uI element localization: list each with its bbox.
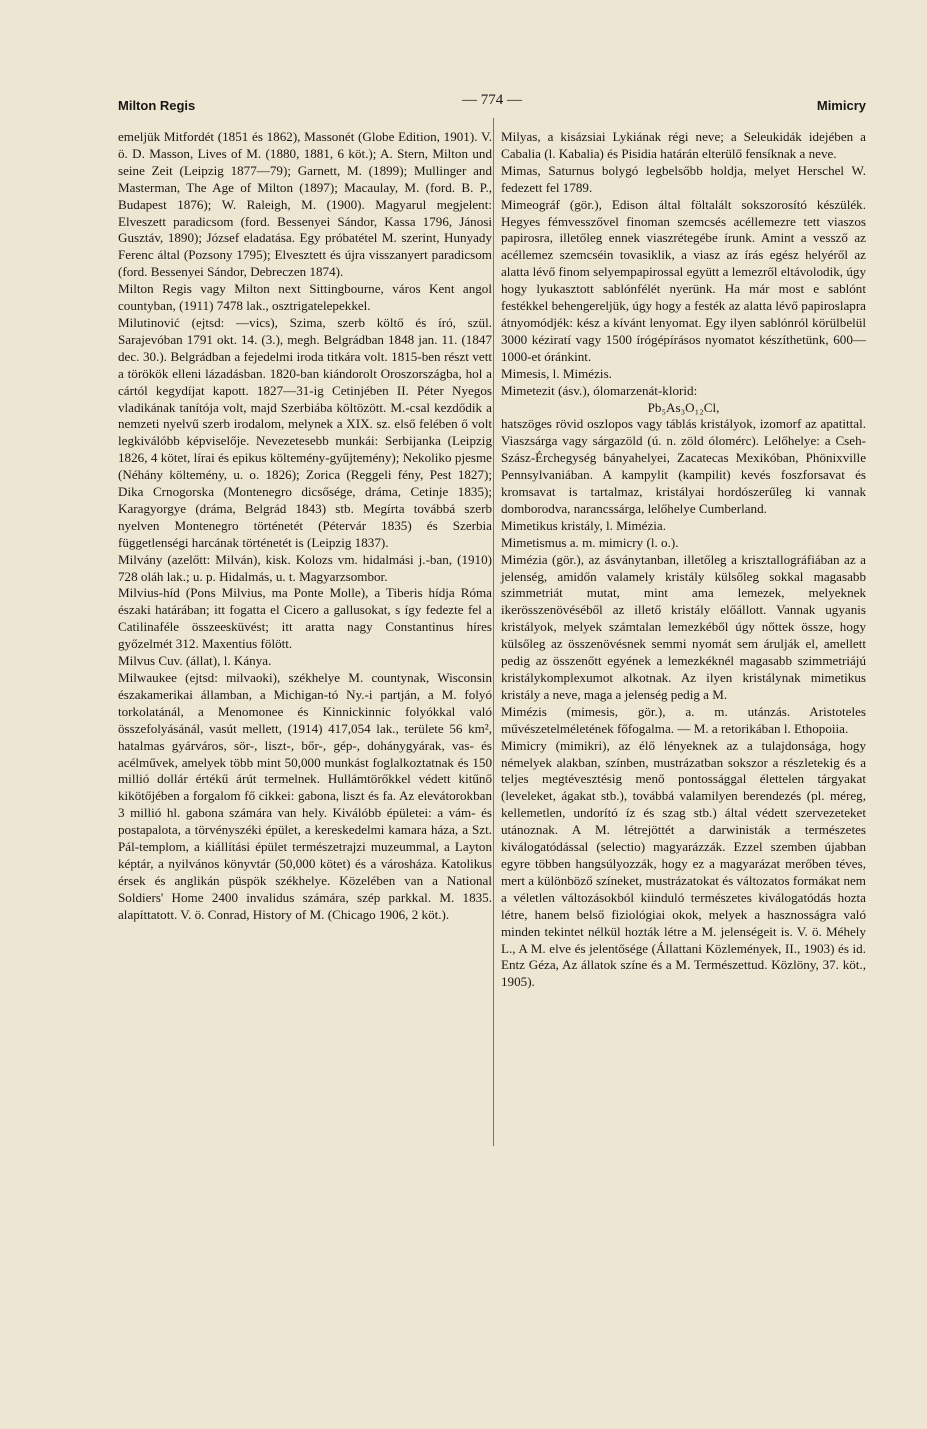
left-column	[118, 129, 492, 924]
entry-milvany: Milvány (azelőtt: Milván), kisk. Kolozs vm. hidalmási j.-ban, (1910) 728 oláh lak.; u. p. Hidalmás, u. t. Magyarzsombor.	[118, 551, 492, 584]
entry-mimeograf: Mimeográf (gör.), Edison által föltalált sokszorosító készülék. Hegyes fémvesszővel finoman szemcsés acéllemezre tett viaszos papirosra, illetőleg ennek viaszrétegébe írunk. Amint a vessző az acéllemez szemcséin tovasiklik, a viasz az írás egész helyéről az alatta lévő finom selyempapirossal együtt a lemezről eltávolodik, úgy hogy lyukasztott sablónfélét nyerünk. Ha már most e sablónt festékkel behengereljük, úgy hogy a festék az alatta lévő papiroslapra átnyomódjék: kész a kívánt lenyomat. Egy ilyen sablónról körülbelül 3000 kéziratí vagy 1500 írógépírásos nyomatot készíthetünk, 600—1000-et óránkint.	[501, 196, 866, 364]
entry-milutinovic: Milutinović (ejtsd: —vics), Szima, szerb költő és író, szül. Sarajevóban 1791 okt. 14. (3.), megh. Belgrádban 1848 jan. 11. (1847 dec. 30.). Belgrádban a fejedelmi iroda titkára volt. 1815-ben részt vett a törökök elleni lázadásban. 1820-ban kiándorolt Oroszországba, hol a cártól kegydíjat kapott. 1827—31-ig Cetinjében II. Péter Nyegos vladikának tanítója volt, majd Szerbiába költözött. M.-csal kezdődik a nemzeti nyelvű szerb irodalom, melynek a XIX. sz. első felében ő volt legkiválóbb képviselője. Nevezetesebb munkái: Serbijanka (Leipzig 1826, 4 kötet, lírai és epikus költemény-gyűjtemény); Nekoliko pjesme (Néhány költemény, u. o. 1826); Zorica (Reggeli fény, Pest 1827); Dika Crnogorska (Montenegro dicsősége, dráma, Cetinje 1835); Karagyorgye (dráma, Belgrád 1843) stb. Megírta továbbá szerb nyelven Montenegro történetét (Pétervár 1835) és Szerbia függetlenségi harcának történetét is (Leipzig 1837).	[118, 314, 492, 550]
entry-mimezis: Mimézis (mimesis, gör.), a. m. utánzás. Aristoteles művészetelméletének főfogalma. — M. a retorikában l. Ethopoiia.	[501, 703, 866, 736]
header-right-term: Mimicry	[816, 98, 866, 113]
running-header	[118, 92, 866, 114]
page-number: — 774 —	[462, 92, 522, 108]
right-column	[501, 129, 866, 991]
entry-mimicry: Mimicry (mimikri), az élő lényeknek az a tulajdonsága, hogy némelyek alakban, színben, mustrázatban sokszor a részletekig és a teljes megtévesztésig menő pontossággal élettelen tárgyakat (leveleket, ágakat stb.), továbbá valamilyen berendezés (pl. méreg, kellemetlen, undorító íz és szag stb.) által védett szervezeteket utánoznak. A M. létrejöttét a darwinisták a természetes kiválogatódással (selectio) magyarázzák. Ezzel szemben újabban egyre többen hangsúlyozzák, hogy ez a magyarázat merőben téves, mert a különböző színeket, mustrázatokat és változatos formákat nem a véletlen változásokból kiinduló természetes kiválogatódás hozta létre, hanem belső fiziológiai okok, melyek a hasznosságra való minden tekintet nélkül hozták létre a M. jelenségeit is. V. ö. Méhely L., A M. elve és jelentősége (Állattani Közlemények, II., 1903) és id. Entz Géza, Az állatok színe és a M. Természettud. Közlöny, 37. köt., 1905).	[501, 737, 866, 990]
entry-milyas: Milyas, a kisázsiai Lykiának régi neve; a Seleukidák idejében a Cabalia (l. Kabalia) és Pisidia határán elterülő fensíknak a neve.	[501, 129, 866, 161]
header-left-term: Milton Regis	[118, 98, 196, 113]
entry-milwaukee: Milwaukee (ejtsd: milvaoki), székhelye M. countynak, Wisconsin északamerikai államban, a Michigan-tó Ny.-i partján, a M. folyó torkolatánál, a Menomonee és Kinnickinnic folyókkal való összefolyásánál, vasút mellett, (1914) 417,054 lak., területe 56 km², hatalmas gyárváros, sör-, liszt-, bőr-, gép-, dohánygyárak, vas- és acélművek, amelyek több mint 50,000 munkást foglalkoztatnak és 150 millió dollár értékű árút termelnek. Hullámtörőkkel védett kitűnő kikötőjében a forgalom fő cikkei: gabona, liszt és fa. Az elevátorokban 3 millió hl. gabona számára van hely. Kiválóbb épületei: a vám- és postapalota, a törvényszéki épület, a kereskedelmi kamara háza, a Szt. Pál-templom, a kiállítási épület természetrajzi muzeummal, a Layton képtár, a nyilvános könyvtár (50,000 kötet) és a városháza. Katolikus érsek és anglikán püspök székhelye. Közelében van a National Soldiers' Home 2400 invalidus számára, szép parkkal. M. 1835. alapíttatott. V. ö. Conrad, History of M. (Chicago 1906, 2 köt.).	[118, 670, 492, 922]
column-divider	[493, 118, 494, 1146]
entry-mimetezit: Mimetezit (ásv.), ólomarzenát-klorid:	[501, 382, 698, 398]
entry-mimetismus: Mimetismus a. m. mimicry (l. o.).	[501, 534, 679, 550]
entry-milton-continued: emeljük Mitfordét (1851 és 1862), Massonét (Globe Edition, 1901). V. ö. D. Masson, Lives of M. (1880, 1881, 6 köt.); A. Stern, Milton und seine Zeit (Leipzig 1877—79); Garnett, M. (1899); Mullinger and Masterman, The Age of Milton (1897); Macaulay, M. (ford. B. P., Budapest 1876); W. Raleigh, M. (1900). Magyarul megjelent: Elveszett paradicsom (ford. Bessenyei Sándor, Kassa 1796, Jánosi Gusztáv, 1890); József eladatása. Egy próbatétel M. szerint, Hunyady Ferenc által (Pozsony 1795); Elvesztett és újra visszanyert paradicsom (ford. Bessenyei Sándor, Debreczen 1874).	[118, 129, 492, 280]
entry-milvus: Milvus Cuv. (állat), l. Kánya.	[118, 653, 272, 669]
entry-mimetikus-kristaly: Mimetikus kristály, l. Mimézia.	[501, 517, 666, 533]
entry-mimezia: Mimézia (gör.), az ásványtanban, illetőleg a krisztallográfiában az a jelenség, amidőn valamely kristály külsőleg sokkal magasabb szimmetriát mutat, mint ama lemezek, melyeknek ikerösszenövéséből az illető kristály előállott. Vannak ugyanis kristályok, melyek számtalan lemezkéből úgy nőttek össze, hogy külsőleg az összenövésnek semmi nyomát sem árulják el, amellett pedig az összenőtt egyének a lemezkéknél magasabb szimmetriájú kristálykomplexumot alkotnak. Az ilyen kristálynak mimetikus kristály a neve, maga a jelenség pedig a M.	[501, 551, 866, 702]
entry-mimas: Mimas, Saturnus bolygó legbelsőbb holdja, melyet Herschel W. fedezett fel 1789.	[501, 162, 866, 195]
entry-milton-regis: Milton Regis vagy Milton next Sittingbourne, város Kent angol countyban, (1911) 7478 lak., osztrigatelepekkel.	[118, 281, 492, 314]
entry-milvius-hid: Milvius-híd (Pons Milvius, ma Ponte Molle), a Tiberis hídja Róma északi határában; itt fogatta el Cicero a gallusokat, s így fedezte fel a Catilinaféle összeesküvést; itt aratta nagy Constantinus híres győzelmét 312. Maxentius fölött.	[118, 585, 492, 652]
entry-mimetezit-description: hatszöges rövid oszlopos vagy táblás kristályok, izomorf az apatittal. Viaszsárga vagy sárgazöld (ú. n. zöld ólomérc). Lelőhelye: a Cseh-Szász-Érchegység bányahelyei, Zacatecas Mexikóban, Phönixville Pennsylvaniában. A kampylit (kampilit) kevés foszforsavat és kromsavat is tartalmaz, kristályai hordószerűleg ki vannak domborodva, narancssárga, lelőhelye Cumberland.	[501, 416, 866, 516]
chemical-formula: Pb₅As₃O₁₂Cl,	[647, 399, 720, 415]
entry-mimesis: Mimesis, l. Mimézis.	[501, 365, 612, 381]
